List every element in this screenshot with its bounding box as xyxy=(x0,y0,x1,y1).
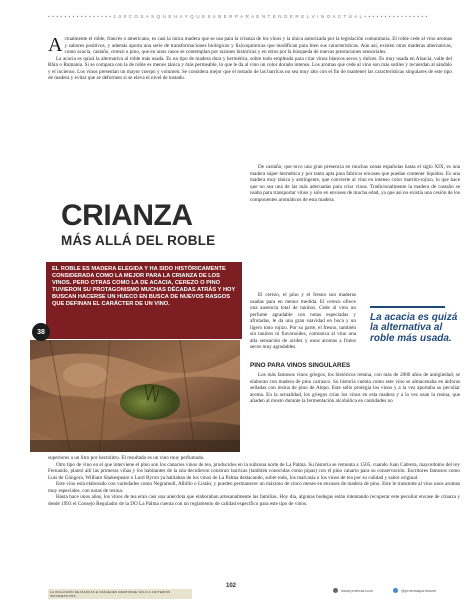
right-column xyxy=(250,164,460,203)
wood-photo xyxy=(30,340,240,452)
lead-text: EL ROBLE ES MADERA ELEGIDA Y HA SIDO HISTÓRICAMENTE CONSIDERADA COMO LA MEJOR PARA LA CRIANZA DE LOS VINOS. PERO OTRAS COMO LA DE ACACIA, CEREZO O PINO TUVIERON SU PROTAGONISMO MUCHAS DÉCADAS ATRÁS Y HOY BUSCAN HACERSE UN HUECO EN BUSCA DE NUEVOS RASGOS QUE DEFINAN EL CARÁCTER DE UN VINO. xyxy=(52,266,236,307)
right-column-paragraph: De castaño, que tuvo una gran presencia en muchas zonas españolas hasta el siglo XIX, es una madera súper hermética y por tanto apta para fabricar envases que puedan contener líquidos. Es una madera muy tánica y astringente, que convierte al vino en intenso color marrón-rojizo, lo que hace que no sea una de las más adecuadas para criar vinos. Tradicionalmente la madera de castaño se usaba para transportar vinos y sólo en envases de mucha edad, ya que así no existía una cesión de los componentes aromáticos de esta madera. xyxy=(250,164,460,203)
footer-twitter[interactable] xyxy=(393,588,436,593)
mid-column xyxy=(250,292,356,351)
page-section-badge: 38 xyxy=(32,323,50,341)
intro-paragraph-2: La acacia es quizá la alternativa al roble más usada. Es un tipo de madera dura y hermética, sobre todo empleada para criar vinos blancos secos y dulces. Es muy usada en Alsacia, valle del Rhin o Rumanía. Si se compara con la de roble es menos tánica y más permeable, lo que le da al vino un color dorado intenso. Los aromas que cede al vino son más sutiles y recuerdan al sándalo y el incienso. Los vinos presentan un mayor cuerpo y volumen. Se considera mejor que el tostado de las barricas no sea muy alto con el fin de mantener las características singulares de este tipo de madera y evitar que se deformen si se eleva el nivel de tostado. xyxy=(48,55,452,82)
bottom-paragraph-4: Hasta hace unos años, los vinos de tea eran casi una anécdota que elaboraban artesanalmente las familias. Hoy día, algunas bodegas están intentando recuperar este peculiar envase de crianza y desde 1993 el Consejo Regulador de la DO La Palma cuenta con un reglamento de calidad específico para este tipo de vinos. xyxy=(48,494,460,507)
page-number xyxy=(226,583,236,589)
mid-column-paragraph: El cerezo, el pino y el fresno son maderas usadas para en menor medida. El cerezo ofrece una ausencia total de taninos. Cede al vino un perfume agradable con notas especiadas y afrutadas, le da una gran suavidad en boca y un ligero tono rojizo. Por su parte, el fresno, también sin taninos ni flavonoides, comunica al vino una alta sensación de acidez y unos aromas a frutos secos muy agradables. xyxy=(250,292,356,351)
bottom-paragraph-1: superiores a un litro por hectolitro. El resultado es un vino muy perfumado. xyxy=(48,455,205,461)
title-line-2: MÁS ALLÁ DEL ROBLE xyxy=(61,233,216,248)
title-line-1: CRIANZA xyxy=(61,199,193,232)
intro-text xyxy=(48,36,452,82)
drop-cap: A xyxy=(48,34,63,56)
footer-twitter-text: @proensapuntocom xyxy=(401,588,437,593)
footer-website[interactable] xyxy=(333,588,373,593)
footer-website-text: www.proensa.com xyxy=(341,588,373,593)
quote-rule xyxy=(370,306,445,308)
lower-right-paragraph: Los más famosos vinos griegos, los históricos retsina, con más de 2000 años de antigüedad, se elaboran con madera de pino carrasco. Su historia cuenta como este vino se almacenaba en ánforas selladas con resina de pino de Alepo. Este sello protegía los vinos y a la vez aportaba su peculiar aroma. En la actualidad, los griegos crían los vinos en esta madera y a la vez usan la resina, que añaden al mosto durante la fermentación alcohólica en cantidades no xyxy=(250,372,460,405)
lead-block xyxy=(46,262,242,339)
page-footer xyxy=(48,583,460,598)
intro-paragraph: ctualmente el roble, francés o americano, es casi la única madera que se usa para la crianza de los vinos y la única autorizada por la legislación comunitaria. El roble cede al vino aromas y sabores positivos, y además aporta una serie de transformaciones biológicas y fisicoquímicas que modifican para bien sus características. Aún así, existen otras maderas alternativas, como acacia, castaño, cerezo o pino, que en unos casos se contemplan por razones históricas y en otros por la búsqueda de nuevas prestaciones sensoriales. xyxy=(64,36,452,56)
pull-quote: La acacia es quizá la alternativa al roble más usada. xyxy=(370,312,458,344)
wood-image xyxy=(30,340,240,452)
bottom-paragraph-2: Otro tipo de vino en el que interviene el pino son los canarios vinos de tea, producidos en la subzona norte de La Palma. Su historia se remonta a 1505, cuando Juan Cabrera, mayordomo del rey Fernando, plantó allí las primeras viñas y los habitantes de la isla decidieron construir barricas (también conocidas como pipas) con el pino canario para su conservación. Escritores famosos como Luis de Góngora, William Shakespeare o Lord Byron ya hablaban de los vinos de La Palma destacando, sobre todo, los malvasía o los vinos de tea por su calidad y sabor original. xyxy=(48,461,460,481)
bottom-text xyxy=(48,455,460,507)
globe-icon xyxy=(333,588,338,593)
page-number-text: 102 xyxy=(226,583,237,589)
footer-disclaimer: LA INCLUSIÓN DE MARCAS E IMÁGENES RESPONDE SÓLO A CRITERIOS INFORMATIVOS xyxy=(48,589,192,599)
twitter-icon xyxy=(393,588,398,593)
bottom-paragraph-3: Este vino está elaborado con variedades como Negramoll, Albillo o Listán, y pueden permanecer un máximo de cinco meses en envases de madera de pino. Este le transmite al vino unos aromas muy especiales, con notas de resina. xyxy=(48,481,460,494)
section-subhead: PINO PARA VINOS SINGULARES xyxy=(250,362,351,369)
article-title xyxy=(61,201,215,248)
lower-right-column xyxy=(250,372,460,405)
header-strip: • • • • • • • • • • • • • • • • 1 0 0 C O S A S Q U E H A Y Q U E S A B E R P A R A E N T E N D E R E L V I N O A C T U A L • • • • • • • • • • • • • • • • xyxy=(48,14,428,19)
